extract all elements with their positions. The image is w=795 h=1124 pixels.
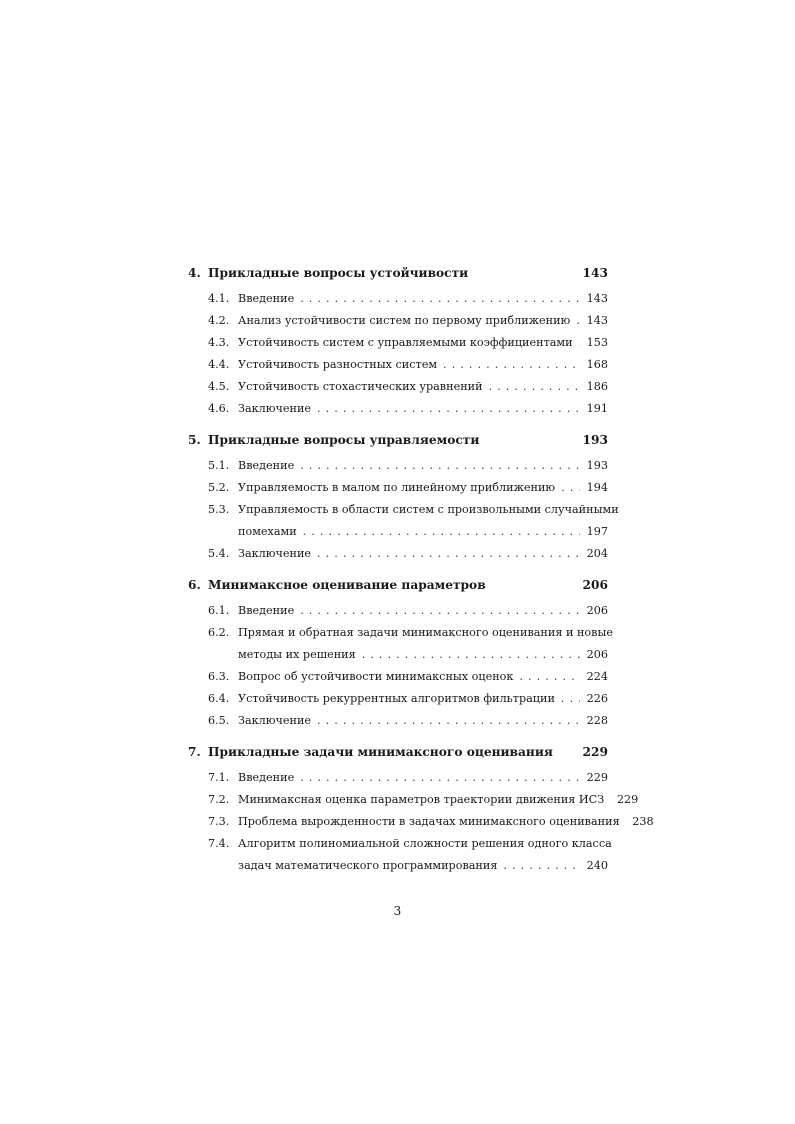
section-page-number: 238 <box>632 815 654 828</box>
dot-leader <box>503 855 580 877</box>
section-number: 5.3. <box>208 503 230 516</box>
toc-entry[interactable] <box>188 310 608 332</box>
section-number: 6.5. <box>208 714 230 727</box>
section-title: Устойчивость стохастических уравнений <box>238 380 483 393</box>
section-title: Заключение <box>238 714 312 727</box>
dot-leader <box>561 688 580 710</box>
section-number: 4.2. <box>208 314 230 327</box>
dot-leader <box>579 332 580 354</box>
toc-entry[interactable] <box>188 499 619 543</box>
section-title: Введение <box>238 604 295 617</box>
table-of-contents <box>188 266 654 890</box>
section-page-number: 229 <box>616 793 639 806</box>
section-page-number: 204 <box>586 547 608 560</box>
section-title: Введение <box>238 292 295 305</box>
chapter-title: Прикладные задачи минимаксного оценивания <box>208 745 553 759</box>
toc-entry[interactable] <box>188 398 608 420</box>
section-title: Минимаксная оценка параметров траектории движения ИСЗ <box>238 793 605 806</box>
section-page-number: 206 <box>586 604 608 617</box>
toc-entry[interactable] <box>188 455 608 477</box>
section-page-number: 191 <box>586 402 608 415</box>
chapter-page-number: 193 <box>582 433 608 447</box>
toc-chapter <box>188 578 613 732</box>
section-title: задач математического программирования <box>238 859 498 872</box>
chapter-page-number: 143 <box>582 266 608 280</box>
toc-entry[interactable] <box>188 288 608 310</box>
chapter-number: 4. <box>188 266 201 280</box>
section-page-number: 206 <box>586 648 608 661</box>
section-title: Введение <box>238 771 295 784</box>
toc-chapter <box>188 745 654 877</box>
section-title: Прямая и обратная задачи минимаксного оценивания и новые <box>238 626 613 639</box>
chapter-title: Прикладные вопросы устойчивости <box>208 266 469 280</box>
dot-leader <box>300 288 580 310</box>
toc-chapter <box>188 433 619 565</box>
toc-entry[interactable] <box>188 376 608 398</box>
chapter-number: 7. <box>188 745 201 759</box>
dot-leader <box>489 376 580 398</box>
section-title: Заключение <box>238 547 312 560</box>
section-title: Заключение <box>238 402 312 415</box>
chapter-title: Прикладные вопросы управляемости <box>208 433 480 447</box>
toc-entry[interactable] <box>188 477 608 499</box>
chapter-heading[interactable] <box>188 745 608 767</box>
section-number: 6.2. <box>208 626 230 639</box>
dot-leader <box>300 600 580 622</box>
dot-leader <box>519 666 580 688</box>
section-number: 4.4. <box>208 358 230 371</box>
section-number: 5.2. <box>208 481 230 494</box>
dot-leader <box>576 310 580 332</box>
toc-entry[interactable] <box>188 811 654 833</box>
toc-entry[interactable] <box>188 666 608 688</box>
chapter-heading[interactable] <box>188 266 608 288</box>
dot-leader <box>317 543 580 565</box>
section-page-number: 240 <box>586 859 608 872</box>
toc-entry[interactable] <box>188 710 608 732</box>
dot-leader <box>300 767 580 789</box>
toc-entry[interactable] <box>188 622 613 666</box>
dot-leader <box>317 398 580 420</box>
dot-leader <box>561 477 580 499</box>
dot-leader <box>362 644 580 666</box>
section-title: Алгоритм полиномиальной сложности решения одного класса <box>238 837 612 850</box>
section-page-number: 224 <box>586 670 608 683</box>
section-page-number: 229 <box>586 771 608 784</box>
toc-entry[interactable] <box>188 833 612 877</box>
section-page-number: 226 <box>586 692 608 705</box>
page-number: 3 <box>393 904 402 918</box>
section-page-number: 193 <box>586 459 608 472</box>
section-title: Вопрос об устойчивости минимаксных оценок <box>238 670 514 683</box>
toc-entry[interactable] <box>188 600 608 622</box>
section-title: Анализ устойчивости систем по первому приближению <box>238 314 571 327</box>
section-title: Устойчивость рекуррентных алгоритмов фильтрации <box>238 692 555 705</box>
toc-entry[interactable] <box>188 789 639 811</box>
toc-entry[interactable] <box>188 688 608 710</box>
section-page-number: 194 <box>586 481 608 494</box>
section-number: 7.3. <box>208 815 230 828</box>
toc-entry[interactable] <box>188 354 608 376</box>
toc-chapter <box>188 266 608 420</box>
dot-leader <box>317 710 580 732</box>
section-number: 4.5. <box>208 380 230 393</box>
section-number: 6.1. <box>208 604 230 617</box>
toc-entry[interactable] <box>188 543 608 565</box>
section-title: Управляемость в области систем с произвольными случайными <box>238 503 619 516</box>
chapter-heading[interactable] <box>188 433 608 455</box>
section-number: 4.1. <box>208 292 230 305</box>
section-number: 5.4. <box>208 547 230 560</box>
section-page-number: 228 <box>586 714 608 727</box>
section-title: методы их решения <box>238 648 356 661</box>
section-page-number: 168 <box>586 358 608 371</box>
section-number: 7.2. <box>208 793 230 806</box>
chapter-heading[interactable] <box>188 578 608 600</box>
section-number: 5.1. <box>208 459 230 472</box>
section-title: Введение <box>238 459 295 472</box>
section-number: 6.3. <box>208 670 230 683</box>
dot-leader <box>443 354 580 376</box>
chapter-number: 6. <box>188 578 201 592</box>
section-title: Устойчивость разностных систем <box>238 358 438 371</box>
section-number: 7.4. <box>208 837 230 850</box>
section-number: 4.6. <box>208 402 230 415</box>
section-page-number: 143 <box>586 292 608 305</box>
dot-leader <box>300 455 580 477</box>
toc-entry[interactable] <box>188 767 608 789</box>
section-title: Устойчивость систем с управляемыми коэффициентами <box>238 336 573 349</box>
toc-entry[interactable] <box>188 332 608 354</box>
section-number: 4.3. <box>208 336 230 349</box>
section-page-number: 143 <box>586 314 608 327</box>
section-number: 7.1. <box>208 771 230 784</box>
chapter-page-number: 229 <box>582 745 608 759</box>
section-page-number: 197 <box>586 525 608 538</box>
dot-leader <box>303 521 580 543</box>
chapter-number: 5. <box>188 433 201 447</box>
section-title: Управляемость в малом по линейному приближению <box>238 481 556 494</box>
chapter-title: Минимаксное оценивание параметров <box>208 578 486 592</box>
section-page-number: 186 <box>586 380 608 393</box>
chapter-page-number: 206 <box>582 578 608 592</box>
section-page-number: 153 <box>586 336 608 349</box>
section-number: 6.4. <box>208 692 230 705</box>
section-title: Проблема вырожденности в задачах минимаксного оценивания <box>238 815 620 828</box>
section-title: помехами <box>238 525 297 538</box>
